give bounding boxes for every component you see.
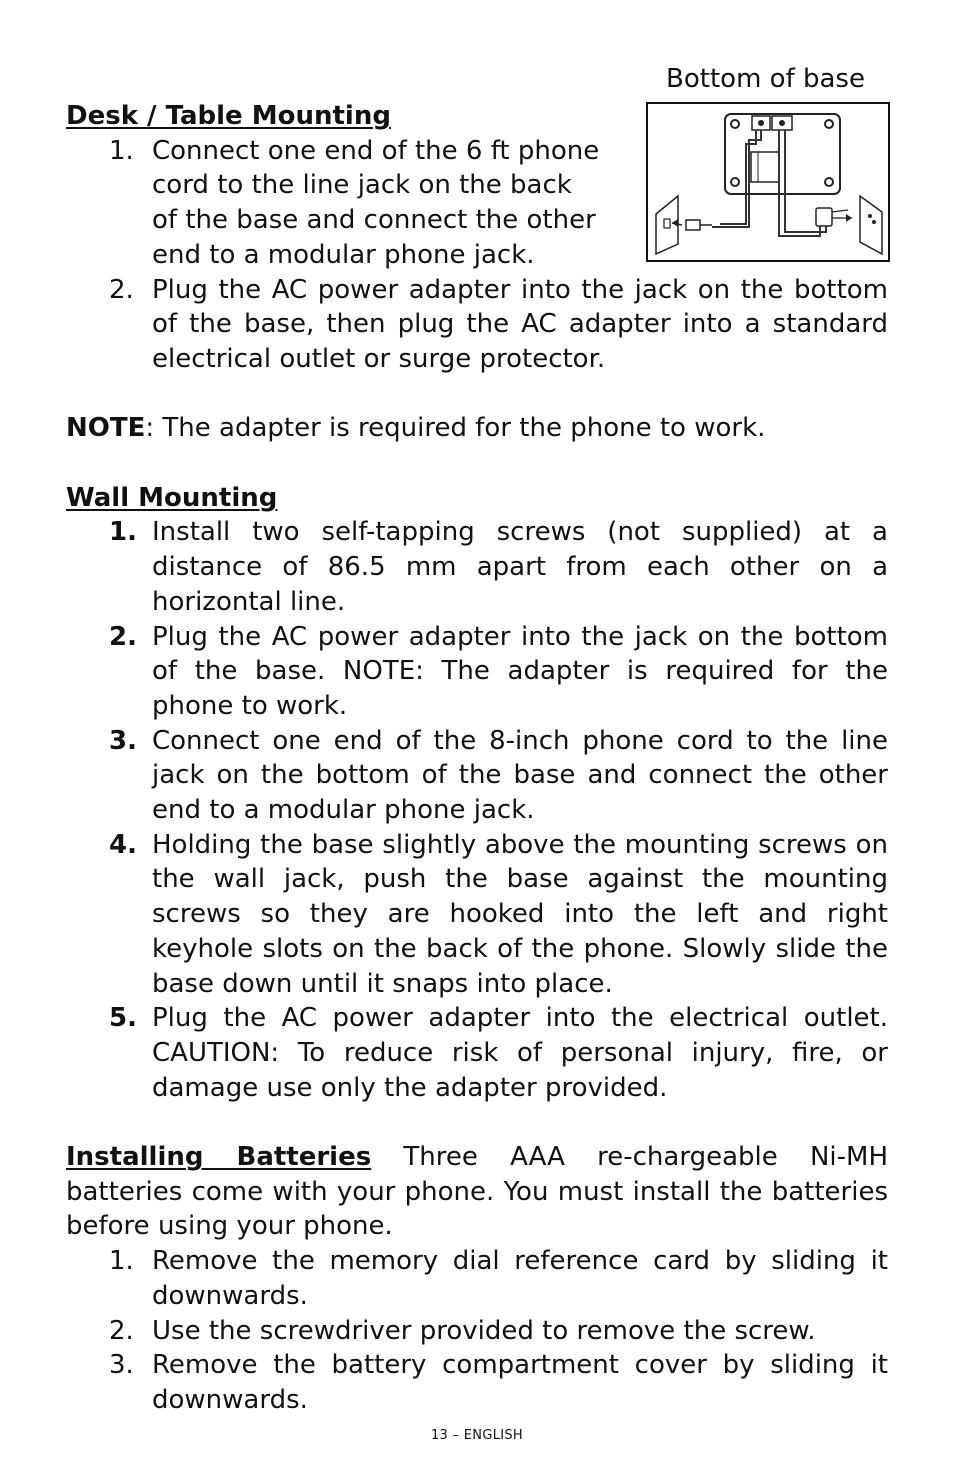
manual-page [66,0,888,1418]
step-text: Holding the base slightly above the mounting screws on the wall jack, push the base against the mounting screws so they are hooked into the left and right keyhole slots on the back of the phone. Slowly slide the base down until it snaps into place. [152,829,888,999]
step-text: Plug the AC power adapter into the electrical outlet. CAUTION: To reduce risk of personal injury, fire, or damage use only the adapter provided. [152,1003,888,1103]
note-label: NOTE [66,413,146,444]
wall-mounting-steps [66,515,888,1105]
section-desk-mounting [66,99,888,134]
figure-caption: Bottom of base [666,64,865,94]
list-item [66,1348,888,1417]
battery-steps [66,1244,888,1418]
step-number: 2. [109,274,134,305]
desk-mounting-heading: Desk / Table Mounting [66,101,391,131]
step-number: 1. [109,135,134,166]
list-item [66,134,604,273]
step-number: 2. [109,1315,134,1346]
desk-mounting-steps [66,134,888,377]
step-number: 3. [109,1350,134,1381]
step-number: 3. [109,725,137,756]
list-item [66,1244,888,1313]
step-text: Plug the AC power adapter into the jack on the bottom of the base, then plug the AC adapter into a standard electrical outlet or surge protector. [152,274,888,374]
list-item [66,515,888,619]
step-number: 2. [109,621,137,652]
step-text: Connect one end of the 8-inch phone cord to the line jack on the bottom of the base and connect the other end to a modular phone jack. [152,725,888,826]
list-item [66,724,888,828]
list-item [66,620,888,724]
step-text: Use the screwdriver provided to remove the screw. [152,1315,816,1346]
wall-mounting-heading: Wall Mounting [66,482,278,513]
list-item [66,828,888,1002]
step-text: Remove the memory dial reference card by sliding it downwards. [152,1246,888,1311]
step-number: 1. [109,517,137,548]
step-text: Plug the AC power adapter into the jack on the bottom of the base. NOTE: The adapter is required for the phone to work. [152,621,888,721]
list-item [66,273,888,377]
adapter-note [66,411,888,446]
list-item [66,1001,888,1105]
step-number: 1. [109,1246,134,1277]
step-text: Remove the battery compartment cover by sliding it downwards. [152,1350,888,1415]
step-text: Install two self-tapping screws (not supplied) at a distance of 86.5 mm apart from each other on a horizontal line. [152,517,888,617]
note-text: : The adapter is required for the phone to work. [145,413,766,444]
list-item [66,1314,888,1349]
step-text: Connect one end of the 6 ft phone cord to the line jack on the back of the base and connect the other end to a modular phone jack. [152,135,600,270]
section-installing-batteries [66,1140,888,1244]
step-number: 4. [109,829,137,860]
installing-batteries-heading: Installing Batteries [66,1142,372,1173]
batteries-intro: Three AAA re-chargeable Ni-MH batteries come with your phone. You must install the batteries before using your phone. [66,1142,888,1242]
step-number: 5. [109,1003,137,1034]
page-footer: 13 – ENGLISH [430,1428,524,1443]
section-wall-mounting [66,481,888,516]
